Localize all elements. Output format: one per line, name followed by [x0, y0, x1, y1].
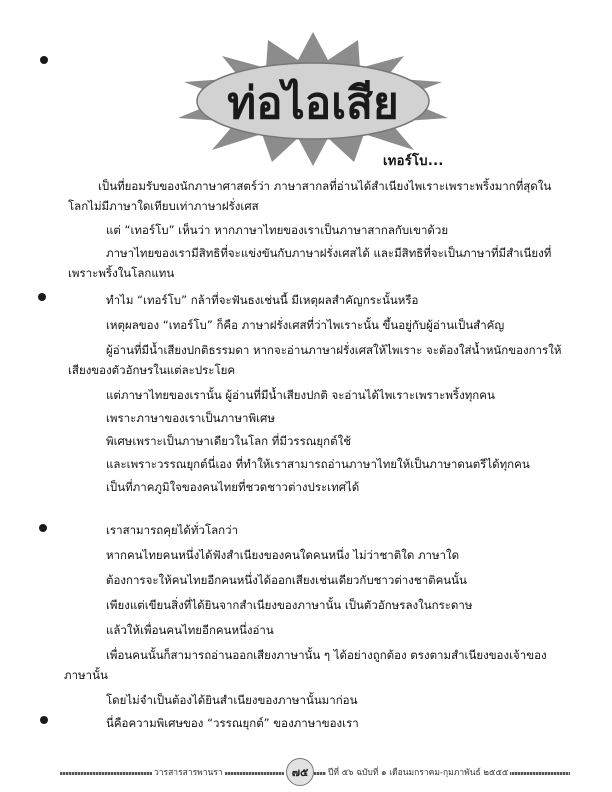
line: ภาษานั้น	[64, 668, 108, 682]
line: เป็นที่ภาคภูมิใจของคนไทยที่ชวดชาวต่างประเทศได้	[106, 480, 360, 494]
page-number-badge	[286, 758, 314, 786]
paragraph	[68, 176, 552, 216]
line: เราสามารถคุยได้ทั่วโลกว่า	[106, 523, 239, 537]
line: พิเศษเพราะเป็นภาษาเดียวในโลก ที่มีวรรณยุกต์ใช้	[106, 434, 352, 448]
page-number: ๗๕	[291, 766, 309, 779]
line: โลกไม่มีภาษาใดเทียบเท่าภาษาฝรั่งเศส	[68, 199, 259, 213]
line: ต้องการจะให้คนไทยอีกคนหนึ่งได้ออกเสียงเช่นเดียวกับชาวต่างชาติคนนั้น	[106, 573, 467, 587]
footer-issue-info: ปีที่ ๕๖ ฉบับที่ ๑ เดือนมกราคม-กุมภาพันธ์ ๒๕๕๕	[326, 765, 510, 779]
line: เพียงแต่เขียนสิ่งที่ได้ยินจากสำเนียงของภาษานั้น เป็นตัวอักษรลงในกระดาษ	[106, 598, 473, 612]
line: หากคนไทยคนหนึ่งได้ฟังสำเนียงของคนใดคนหนึ่ง ไม่ว่าชาติใด ภาษาใด	[106, 548, 460, 562]
paragraph	[106, 570, 467, 590]
margin-bullet	[38, 293, 46, 301]
paragraph	[106, 477, 359, 497]
line: เพื่อนคนนั้นก็สามารถอ่านออกเสียงภาษานั้น ๆ ได้อย่างถูกต้อง ตรงตามสำเนียงของเจ้าของ	[106, 648, 547, 662]
article-title: ท่อไอเสีย	[227, 78, 399, 129]
paragraph	[106, 315, 504, 335]
line: แล้วให้เพื่อนคนไทยอีกคนหนึ่งอ่าน	[106, 623, 274, 637]
paragraph	[68, 340, 562, 380]
page-footer	[60, 758, 570, 788]
line: นี่คือความพิเศษของ “วรรณยุกต์” ของภาษาของเรา	[106, 716, 359, 730]
paragraph	[106, 454, 530, 474]
byline: เทอร์โบ...	[383, 154, 444, 169]
paragraph	[106, 620, 274, 640]
paragraph	[106, 713, 359, 733]
footer-journal-name: วารสารสารพานรา	[152, 765, 225, 779]
line: เสียงของตัวอักษรในแต่ละประโยค	[68, 363, 236, 377]
line: แต่ภาษาไทยของเรานั้น ผู้อ่านที่มีน้ำเสียงปกติ จะอ่านได้ไพเราะเพราะพริ้งทุกคน	[106, 388, 495, 402]
paragraph	[68, 243, 552, 283]
paragraph	[106, 408, 275, 428]
line: เพราะภาษาของเราเป็นภาษาพิเศษ	[106, 411, 275, 425]
paragraph	[106, 595, 472, 615]
line: แต่ “เทอร์โบ” เห็นว่า หากภาษาไทยของเราเป็นภาษาสากลกับเขาด้วย	[106, 223, 449, 237]
paragraph	[106, 520, 238, 540]
line: ผู้อ่านที่มีน้ำเสียงปกติธรรมดา หากจะอ่านภาษาฝรั่งเศสให้ไพเราะ จะต้องใส่น้ำหนักของการให้	[106, 343, 562, 357]
margin-bullet	[40, 716, 48, 724]
paragraph	[106, 290, 418, 310]
paragraph	[106, 385, 495, 405]
paragraph	[106, 545, 459, 565]
line: เป็นที่ยอมรับของนักภาษาศาสตร์ว่า ภาษาสากลที่อ่านได้สำเนียงไพเราะเพราะพริ้งมากที่สุดใน	[98, 179, 552, 193]
line: โดยไม่จำเป็นต้องได้ยินสำเนียงของภาษานั้นมาก่อน	[106, 693, 358, 707]
line: และเพราะวรรณยุกต์นี่เอง ที่ทำให้เราสามารถอ่านภาษาไทยให้เป็นภาษาดนตรีได้ทุกคน	[106, 457, 530, 471]
line: ทำไม “เทอร์โบ” กล้าที่จะฟันธงเช่นนี้ มีเหตุผลสำคัญกระนั้นหรือ	[106, 293, 419, 307]
paragraph	[106, 690, 357, 710]
line: เหตุผลของ “เทอร์โบ” ก็คือ ภาษาฝรั่งเศสที่ว่าไพเราะนั้น ขึ้นอยู่กับผู้อ่านเป็นสำคัญ	[106, 318, 505, 332]
line: ภาษาไทยของเรามีสิทธิที่จะแข่งขันกับภาษาฝรั่งเศสได้ และมีสิทธิที่จะเป็นภาษาที่มีสำเนียงที่	[106, 246, 552, 260]
paragraph	[64, 645, 547, 685]
margin-bullet	[39, 524, 47, 532]
title-starburst	[168, 26, 458, 166]
margin-bullet	[40, 56, 48, 64]
paragraph	[106, 220, 448, 240]
paragraph	[106, 431, 351, 451]
line: เพราะพริ้งในโลกแทน	[68, 266, 175, 280]
